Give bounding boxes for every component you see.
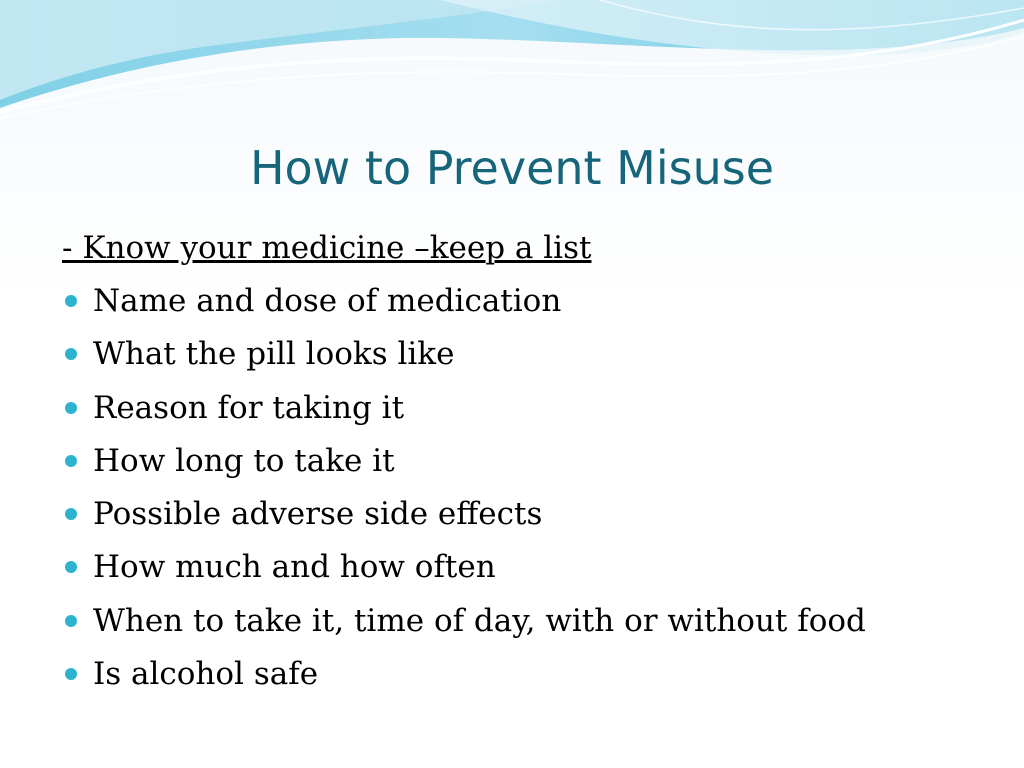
bullet-dot-icon: [65, 455, 77, 467]
list-item-text: How much and how often: [93, 549, 496, 586]
list-item-text: Is alcohol safe: [93, 656, 319, 693]
list-item-text: Possible adverse side effects: [93, 496, 543, 533]
list-item-text: When to take it, time of day, with or without food: [93, 602, 866, 639]
slide-body: [62, 222, 982, 701]
bullet-list: [62, 275, 982, 701]
list-item: [62, 648, 982, 701]
list-subheading: - Know your medicine –keep a list: [62, 230, 592, 266]
list-item: [62, 595, 982, 648]
list-item: [62, 488, 982, 541]
bullet-dot-icon: [65, 615, 77, 627]
list-item-text: What the pill looks like: [93, 336, 455, 373]
header-wave-decoration: [0, 0, 1024, 120]
bullet-dot-icon: [65, 508, 77, 520]
bullet-dot-icon: [65, 668, 77, 680]
list-item: [62, 328, 982, 381]
bullet-dot-icon: [65, 402, 77, 414]
list-item-text: Reason for taking it: [93, 389, 405, 426]
bullet-dot-icon: [65, 295, 77, 307]
list-item: [62, 435, 982, 488]
list-item: [62, 541, 982, 594]
bullet-dot-icon: [65, 561, 77, 573]
list-item: [62, 275, 982, 328]
list-item: [62, 382, 982, 435]
bullet-dot-icon: [65, 348, 77, 360]
list-item-text: Name and dose of medication: [93, 283, 562, 319]
list-item-text: How long to take it: [93, 442, 395, 479]
slide-title: How to Prevent Misuse: [249, 141, 775, 195]
